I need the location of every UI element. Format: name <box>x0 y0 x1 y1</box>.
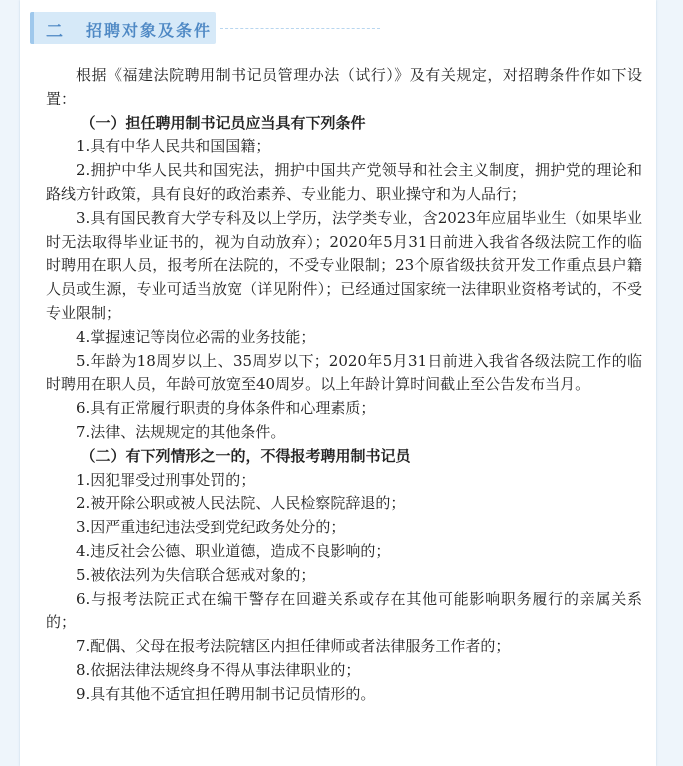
article-body <box>46 64 642 707</box>
list-item: 2.被开除公职或被人民法院、人民检察院辞退的； <box>76 494 406 513</box>
list-item: 1.因犯罪受过刑事处罚的； <box>76 470 256 489</box>
list-item: 4.违反社会公德、职业道德，造成不良影响的； <box>76 541 391 560</box>
list-item: 1.具有中华人民共和国国籍； <box>76 137 271 156</box>
list-item: 8.依据法律法规终身不得从事法律职业的； <box>76 660 361 679</box>
intro-paragraph: 根据《福建法院聘用制书记员管理办法（试行）》及有关规定，对招聘条件作如下设置： <box>46 66 642 108</box>
list-item: 5.被依法列为失信联合惩戒对象的； <box>76 565 316 584</box>
section-header <box>30 12 380 44</box>
list-item: 7.配偶、父母在报考法院辖区内担任律师或者法律服务工作者的； <box>76 637 511 656</box>
list-item: 2.拥护中华人民共和国宪法，拥护中国共产党领导和社会主义制度，拥护党的理论和路线方针政策，具有良好的政治素养、专业能力、职业操守和为人品行； <box>46 161 642 203</box>
list-item: 6.与报考法院正式在编干警存在回避关系或存在其他可能影响职务履行的亲属关系的； <box>46 589 642 632</box>
section-label <box>30 12 216 44</box>
list-item: 4.掌握速记等岗位必需的业务技能； <box>76 327 316 346</box>
part2-heading: （二）有下列情形之一的，不得报考聘用制书记员 <box>80 446 411 465</box>
header-divider <box>220 28 380 29</box>
list-item: 7.法律、法规规定的其他条件。 <box>76 422 286 441</box>
list-item: 9.具有其他不适宜担任聘用制书记员情形的。 <box>76 684 376 703</box>
section-number: 二 <box>46 22 63 42</box>
article-page <box>20 0 656 766</box>
list-item: 3.因严重违纪违法受到党纪政务处分的； <box>76 518 346 537</box>
part1-heading: （一）担任聘用制书记员应当具有下列条件 <box>80 113 366 132</box>
list-item: 3.具有国民教育大学专科及以上学历，法学类专业，含2023年应届毕业生（如果毕业时无法取得毕业证书的，视为自动放弃）；2020年5月31日前进入我省各级法院工作的临时聘用在职人员，报考所在法院的，不受专业限制；23个原省级扶贫开发工作重点县户籍人员或生源，专业可适当放宽（详见附件）；已经通过国家统一法律职业资格考试的，不受专业限制； <box>46 208 642 322</box>
section-title: 招聘对象及条件 <box>86 21 213 40</box>
list-item: 5.年龄为18周岁以上、35周岁以下；2020年5月31日前进入我省各级法院工作的临时聘用在职人员，年龄可放宽至40周岁。以上年龄计算时间截止至公告发布当月。 <box>46 351 642 394</box>
list-item: 6.具有正常履行职责的身体条件和心理素质； <box>76 399 376 418</box>
